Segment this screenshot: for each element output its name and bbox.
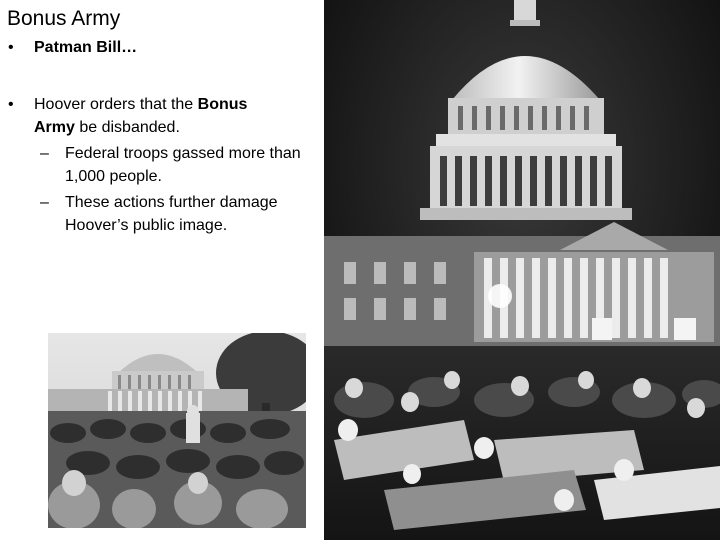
sub-bullet-troops-gassed (40, 142, 324, 188)
bullet-marker: • (8, 96, 14, 113)
sub-bullet-text: These actions further damage Hoover’s public image. (65, 194, 278, 234)
crowd-capitol-photo (48, 333, 306, 528)
dash-marker: – (40, 145, 49, 162)
bullet-text (34, 93, 324, 139)
bullet-text-bold-bonus: Bonus (197, 96, 248, 113)
bullet-text: Patman Bill… (34, 39, 138, 56)
bullet-text-pre: Hoover orders that the (34, 96, 198, 113)
dash-marker: – (40, 194, 49, 211)
sub-bullet-public-image (40, 191, 324, 237)
capitol-night-photo (324, 0, 720, 540)
bullet-text-bold-army: Army (34, 119, 75, 136)
bullet-hoover-orders (8, 93, 324, 237)
sub-bullet-text: Federal troops gassed more than 1,000 people. (65, 145, 301, 185)
slide-title: Bonus Army (7, 7, 121, 30)
bullet-text-post: be disbanded. (74, 119, 180, 136)
bullet-marker: • (8, 39, 14, 56)
